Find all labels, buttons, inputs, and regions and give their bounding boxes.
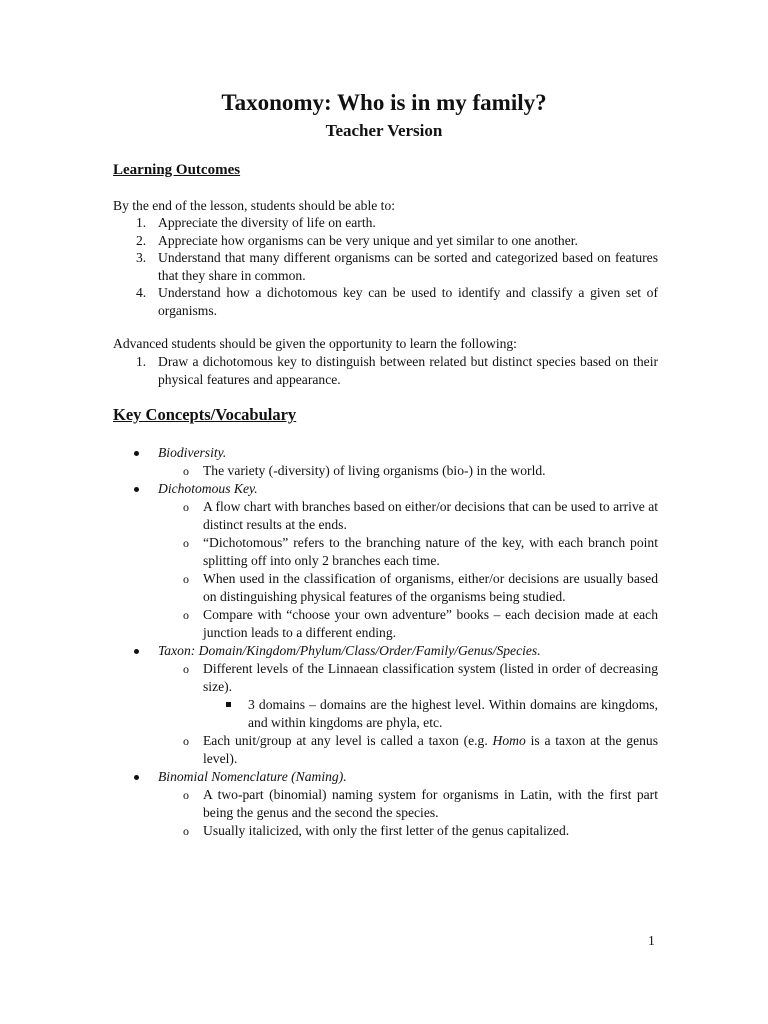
key-concepts-heading: Key Concepts/Vocabulary — [113, 405, 297, 424]
bullet-icon — [134, 487, 139, 492]
advanced-intro: Advanced students should be given the opportunity to learn the following: — [113, 336, 517, 351]
advanced-list — [113, 353, 658, 388]
concept-detail: o When used in the classification of organisms, either/or decisions are usually based on distinguishing physical features of the organisms being studied. — [183, 571, 658, 604]
concept-detail: o Different levels of the Linnaean classification system (listed in order of decreasing size). 3 domains – domains are the highest level. Within domains are kingdoms, and within kingdoms are phyla, etc. — [183, 661, 658, 730]
concepts-list — [113, 444, 658, 840]
concept-term: Taxon: Domain/Kingdom/Phylum/Class/Order/Family/Genus/Species. — [158, 643, 541, 658]
concept-item — [113, 444, 658, 480]
concept-term: Biodiversity. — [158, 445, 227, 460]
concept-detail: o Each unit/group at any level is called a taxon (e.g. Homo is a taxon at the genus level). — [183, 733, 658, 766]
concept-detail: o “Dichotomous” refers to the branching nature of the key, with each branch point splitting off into only 2 branches each time. — [183, 535, 658, 568]
concept-detail: o The variety (-diversity) of living organisms (bio-) in the world. — [183, 463, 546, 478]
concept-detail: o Compare with “choose your own adventure” books – each decision made at each junction leads to a different ending. — [183, 607, 658, 640]
circle-bullet-icon: o — [183, 734, 189, 748]
circle-bullet-icon: o — [183, 572, 189, 586]
circle-bullet-icon: o — [183, 662, 189, 676]
concept-subdetail: 3 domains – domains are the highest level. Within domains are kingdoms, and within kingdoms are phyla, etc. — [203, 696, 658, 732]
outcome-item: 4. Understand how a dichotomous key can be used to identify and classify a given set of organisms. — [136, 285, 658, 318]
circle-bullet-icon: o — [183, 500, 189, 514]
page-subtitle: Teacher Version — [325, 121, 443, 140]
outcomes-list — [113, 214, 658, 319]
square-bullet-icon — [226, 702, 231, 707]
learning-outcomes-heading: Learning Outcomes — [113, 162, 241, 178]
circle-bullet-icon: o — [183, 536, 189, 550]
page-number: 1 — [648, 933, 655, 948]
concept-term: Dichotomous Key. — [158, 481, 258, 496]
circle-bullet-icon: o — [183, 464, 189, 478]
outcome-item: 1. Appreciate the diversity of life on earth. — [136, 215, 376, 230]
advanced-item: 1. Draw a dichotomous key to distinguish between related but distinct species based on their physical features and appearance. — [136, 354, 658, 387]
outcome-item: 2. Appreciate how organisms can be very unique and yet similar to one another. — [136, 232, 578, 248]
outcomes-intro: By the end of the lesson, students should be able to: — [113, 198, 396, 213]
circle-bullet-icon: o — [183, 824, 189, 838]
concept-item — [113, 480, 658, 642]
circle-bullet-icon: o — [183, 608, 189, 622]
bullet-icon — [134, 775, 139, 780]
outcome-item: 3. Understand that many different organisms can be sorted and categorized based on features that they share in common. — [136, 250, 658, 283]
bullet-icon — [134, 649, 139, 654]
concept-item — [113, 642, 658, 768]
concept-detail: o Usually italicized, with only the first letter of the genus capitalized. — [183, 823, 570, 838]
concept-detail: o A flow chart with branches based on either/or decisions that can be used to arrive at distinct results at the ends. — [183, 499, 658, 532]
circle-bullet-icon: o — [183, 788, 189, 802]
concept-detail: o A two-part (binomial) naming system for organisms in Latin, with the first part being the genus and the second the species. — [183, 787, 658, 820]
bullet-icon — [134, 451, 139, 456]
concept-term: Binomial Nomenclature (Naming). — [158, 769, 347, 784]
concept-item — [113, 768, 658, 840]
page-title: Taxonomy: Who is in my family? — [221, 90, 547, 115]
